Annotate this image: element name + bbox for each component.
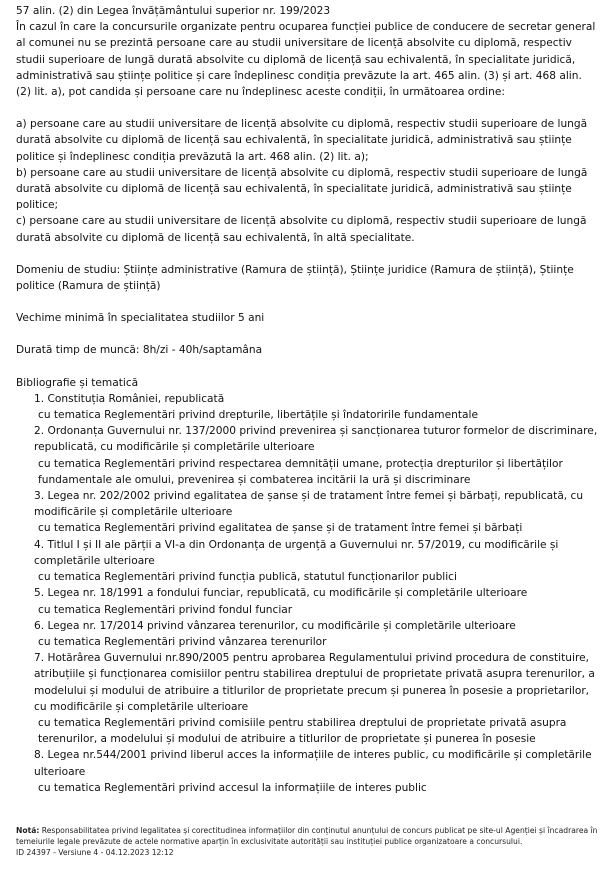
bibliography-topic: cu tematica Reglementări privind comisiile pentru stabilirea dreptului de proprietate privată asupra terenurilor, a modelului și modului de atribuire a titlurilor de proprietate și punerea în posesie xyxy=(38,716,567,746)
spacer xyxy=(16,294,600,310)
note-label: Notă: xyxy=(16,826,40,835)
bibliography-topic: cu tematica Reglementări privind drepturile, libertățile și îndatoririle fundamentale xyxy=(38,409,478,422)
note-text: Responsabilitatea privind legalitatea și corectitudinea informațiilor din conținutul anunțului de concurs publicat pe site-ul Agenției și încadrarea în temeiurile legale prevăzute de actele normative aparțin în exclusivitate autorității sau instituției publice organizatoare a concursului. xyxy=(16,826,598,846)
bibliography-topic: cu tematica Reglementări privind accesul la informațiile de interes public xyxy=(38,781,427,794)
condition-a: a) persoane care au studii universitare de licență absolvite cu diplomă, respectiv studii superioare de lungă durată absolvite cu diplomă de licență sau echivalentă, în specialitate juridică, administrativă sau științe politice și îndeplinesc condiția prevăzută la art. 468 alin. (2) lit. a); xyxy=(16,118,588,163)
bibliography-item: 4. Titlul I și II ale părții a VI-a din Ordonanța de urgență a Guvernului nr. 57/2019, cu modificările și completările ulterioare xyxy=(34,538,559,567)
bibliography-item: 1. Constituția României, republicată xyxy=(34,392,225,405)
version-id: ID 24397 - Versiune 4 - 04.12.2023 12:12 xyxy=(16,847,174,857)
bibliography-item: 5. Legea nr. 18/1991 a fondului funciar, republicată, cu modificările și completările ulterioare xyxy=(34,587,528,600)
bibliography-topic: cu tematica Reglementări privind funcția publică, statutul funcționarilor publici xyxy=(38,571,457,584)
study-domain: Domeniu de studiu: Științe administrative (Ramura de știință), Științe juridice (Ramura de știință), Științe politice (Ramura de știință) xyxy=(16,263,574,293)
header-line: 57 alin. (2) din Legea învățământului superior nr. 199/2023 xyxy=(16,5,331,17)
spacer xyxy=(16,359,600,375)
bibliography-topic: cu tematica Reglementări privind fondul funciar xyxy=(38,603,293,616)
work-time: Durată timp de muncă: 8h/zi - 40h/saptamâna xyxy=(16,344,263,357)
condition-b: b) persoane care au studii universitare de licență absolvite cu diplomă, respectiv studii superioare de lungă durată absolvite cu diplomă de licență sau echivalentă, în specialitate juridică, administrativă sau științe politice; xyxy=(16,166,588,212)
bibliography-item: 6. Legea nr. 17/2014 privind vânzarea terenurilor, cu modificările și completările ulterioare xyxy=(34,619,516,632)
document-body xyxy=(16,3,600,796)
footer-note xyxy=(16,826,600,848)
bibliography-topic: cu tematica Reglementări privind respectarea demnității umane, protecția drepturilor și libertăților fundamentale ale omului, prevenirea și combaterea incitării la ură și discriminare xyxy=(38,457,563,486)
bibliography-item: 8. Legea nr.544/2001 privind liberul acces la informațiile de interes public, cu modificările și completările ulterioare xyxy=(34,749,592,778)
spacer xyxy=(16,100,600,116)
bibliography-topic: cu tematica Reglementări privind vânzarea terenurilor xyxy=(38,635,327,648)
bibliography-item: 2. Ordonanța Guvernului nr. 137/2000 privind prevenirea și sancționarea tuturor formelor de discriminare, republicată, cu modificările și completările ulterioare xyxy=(34,425,598,454)
bibliography-item: 7. Hotărârea Guvernului nr.890/2005 pentru aprobarea Regulamentului privind procedura de constituire, atribuțiile și funcționarea comisiilor pentru stabilirea dreptului de proprietate privată asupra terenurilor, a modelului și modului de atribuire a titlurilor de proprietate precum și punerea în posesie a proprietarilor, cu modificările și completările ulterioare xyxy=(34,652,595,713)
bibliography-topic: cu tematica Reglementări privind egalitatea de șanse și de tratament între femei și bărbați xyxy=(38,522,523,535)
condition-c: c) persoane care au studii universitare de licență absolvite cu diplomă, respectiv studii superioare de lungă durată absolvite cu diplomă de licență sau echivalentă, în altă specialitate. xyxy=(16,215,587,244)
intro-paragraph: În cazul în care la concursurile organizate pentru ocuparea funcției publice de conducere de secretar general al comunei nu se prezintă persoane care au studii universitare de licență absolvite cu diplomă, respectiv studii superioare de lungă durată absolvite cu diplomă de licență sau echivalentă, în specialitate juridică, administrativă sau științe politice și care îndeplinesc condiția prevăzute la art. 465 alin. (3) și art. 468 alin. (2) lit. a), pot candida și persoane care nu îndeplinesc aceste condiții, în următoarea ordine: xyxy=(16,21,596,99)
footer xyxy=(16,826,600,858)
minimum-experience: Vechime minimă în specialitatea studiilor 5 ani xyxy=(16,312,265,325)
bibliography-item: 3. Legea nr. 202/2002 privind egalitatea de șanse și de tratament între femei și bărbați, republicată, cu modificările și completările ulterioare xyxy=(34,490,584,519)
bibliography-list xyxy=(16,391,600,796)
bibliography-title: Bibliografie și tematică xyxy=(16,376,139,389)
spacer xyxy=(16,246,600,262)
spacer xyxy=(16,326,600,342)
